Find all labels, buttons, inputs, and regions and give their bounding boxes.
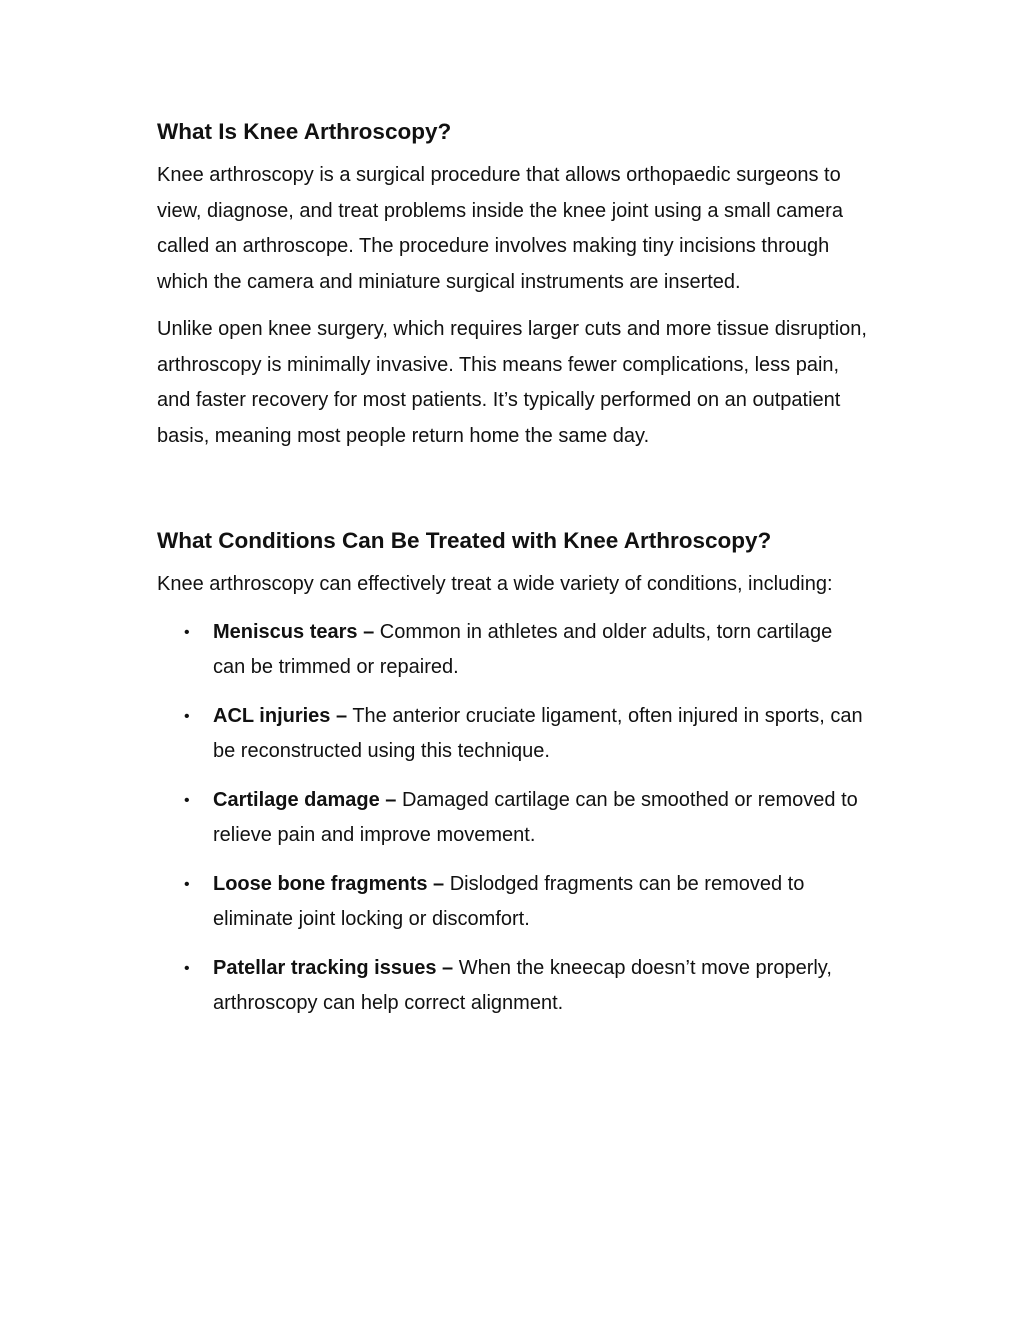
condition-term: Patellar tracking issues –	[213, 956, 454, 979]
list-item	[157, 699, 869, 770]
bullet-icon: •	[184, 959, 190, 977]
condition-term: Cartilage damage –	[213, 788, 397, 811]
document-page	[157, 112, 869, 1035]
conditions-list	[157, 615, 869, 1022]
condition-term: Meniscus tears –	[213, 620, 375, 643]
paragraph-conditions-intro: Knee arthroscopy can effectively treat a wide variety of conditions, including:	[157, 573, 833, 595]
list-item	[157, 951, 869, 1022]
bullet-icon: •	[184, 791, 190, 809]
list-item	[157, 867, 869, 938]
condition-description: Damaged cartilage can be smoothed or removed to relieve pain and improve movement.	[213, 788, 858, 846]
list-item	[157, 783, 869, 854]
bullet-icon: •	[184, 707, 190, 725]
bullet-icon: •	[184, 875, 190, 893]
section-heading-what-is-knee-arthroscopy: What Is Knee Arthroscopy?	[157, 119, 452, 144]
condition-term: Loose bone fragments –	[213, 872, 445, 895]
condition-description: Dislodged fragments can be removed to eliminate joint locking or discomfort.	[213, 872, 805, 930]
list-item	[157, 615, 869, 686]
bullet-icon: •	[184, 623, 190, 641]
condition-description: When the kneecap doesn’t move properly, arthroscopy can help correct alignment.	[213, 956, 832, 1014]
paragraph-definition: Knee arthroscopy is a surgical procedure that allows orthopaedic surgeons to view, diagnose, and treat problems inside the knee joint using a small camera called an arthroscope. The procedure involves making tiny incisions through which the camera and miniature surgical instruments are inserted.	[157, 164, 843, 293]
condition-description: The anterior cruciate ligament, often injured in sports, can be reconstructed using this technique.	[213, 704, 863, 762]
section-heading-conditions: What Conditions Can Be Treated with Knee Arthroscopy?	[157, 528, 772, 553]
condition-description: Common in athletes and older adults, torn cartilage can be trimmed or repaired.	[213, 620, 833, 678]
condition-term: ACL injuries –	[213, 704, 348, 727]
paragraph-comparison: Unlike open knee surgery, which requires larger cuts and more tissue disruption, arthroscopy is minimally invasive. This means fewer complications, less pain, and faster recovery for most patients. It’s typically performed on an outpatient basis, meaning most people return home the same day.	[157, 318, 867, 447]
